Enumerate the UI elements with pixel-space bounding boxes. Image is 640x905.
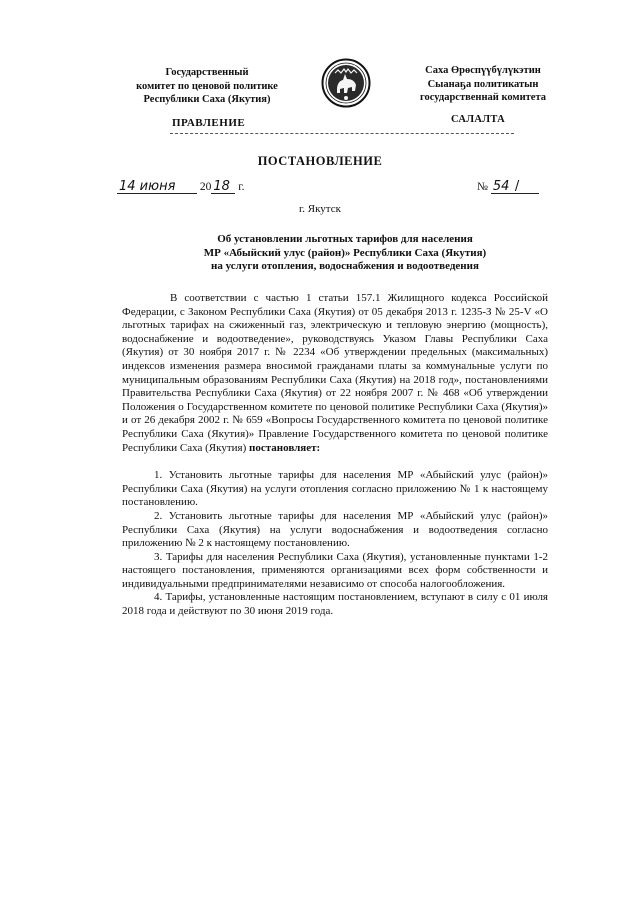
- subject-line: на услуги отопления, водоснабжения и водоотведения: [211, 260, 479, 272]
- document-subject: [150, 233, 540, 274]
- issuer-line: государственнай комитета: [420, 92, 546, 103]
- year-prefix: 20: [199, 181, 212, 193]
- issuer-name-ru: [112, 66, 302, 107]
- board-label-sakha: САЛАЛТА: [451, 114, 506, 125]
- issuer-line: Республики Саха (Якутия): [143, 94, 271, 105]
- preamble-text: В соответствии с частью 1 статьи 157.1 Жилищного кодекса Российской Федерации, с Законом Республики Саха (Якутия) от 05 декабря 2013 г. 1235-З № 25-V «О льготных тарифах на сжиженный газ, электрическую и тепловую энергию (мощность), водоснабжение и водоотведение», руководствуясь Указом Главы Республики Саха (Якутия) от 30 ноября 2017 г. № 2234 «Об утверждении предельных (максимальных) индексов изменения размера вносимой гражданами платы за коммунальные услуги по муниципальным образованиям Республики Саха (Якутия) на 2018 год», постановлениями Правительства Республики Саха (Якутия) от 22 ноября 2007 г. № 468 «Об утверждении Положения о Государственном комитете по ценовой политике Республики Саха (Якутия)» и от 26 декабря 2002 г. № 659 «Вопросы Государственного комитета по ценовой политике Республики Саха (Якутия)» Правление Государственного комитета по ценовой политике Республики Саха (Якутия): [122, 292, 548, 454]
- document-number: [477, 180, 539, 194]
- issuer-line: Саха Өрөспүүбүлүкэтин: [425, 65, 541, 76]
- subject-line: МР «Абыйский улус (район)» Республики Саха (Якутия): [203, 246, 487, 259]
- document-type-title: ПОСТАНОВЛЕНИЕ: [257, 154, 383, 168]
- subject-line: Об установлении льготных тарифов для населения: [217, 233, 473, 245]
- board-label-ru: ПРАВЛЕНИЕ: [172, 117, 246, 129]
- handwritten-year: 18: [211, 180, 235, 194]
- document-body: [122, 292, 548, 619]
- number-tail: /: [513, 180, 539, 194]
- number-label: №: [477, 181, 488, 193]
- year-suffix: г.: [238, 181, 245, 193]
- resolution-item: 3. Тарифы для населения Республики Саха (Якутия), установленные пунктами 1-2 настоящего постановления, применяются организациями всех форм собственности и индивидуальными предпринимателями независимо от способа налогообложения.: [122, 550, 548, 590]
- issuer-line: Государственный: [165, 67, 249, 78]
- resolution-item: 4. Тарифы, установленные настоящим постановлением, вступают в силу с 01 июля 2018 года и действуют по 30 июня 2019 года.: [122, 591, 548, 618]
- preamble-paragraph: [122, 292, 548, 455]
- header-divider: [170, 133, 514, 134]
- document-city: г. Якутск: [299, 203, 341, 215]
- resolution-item: 2. Установить льготные тарифы для населения МР «Абыйский улус (район)» Республики Саха (Якутия) на услуги водоснабжения и водоотведения согласно приложению № 2 к настоящему постановлению.: [122, 509, 548, 550]
- handwritten-date: 14 июня: [117, 180, 197, 194]
- issuer-line: Сыанаҕа политикатын: [427, 78, 539, 90]
- resolves-word: постановляет:: [249, 441, 321, 454]
- document-date: [117, 180, 245, 194]
- handwritten-number: 54: [491, 180, 513, 194]
- resolution-item: 1. Установить льготные тарифы для населения МР «Абыйский улус (район)» Республики Саха (Якутия) на услуги отопления согласно приложению № 1 к настоящему постановлению.: [122, 469, 548, 509]
- issuer-name-sakha: [388, 64, 578, 105]
- republic-emblem-icon: [321, 58, 371, 108]
- issuer-line: комитет по ценовой политике: [136, 80, 278, 92]
